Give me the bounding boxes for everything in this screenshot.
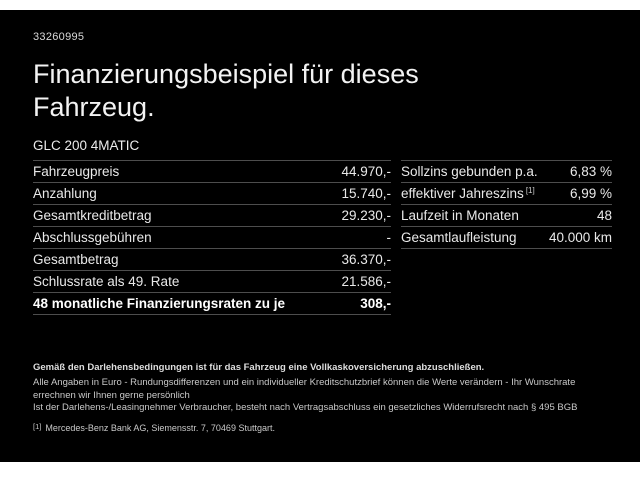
row-value: 40.000 km xyxy=(548,230,612,245)
row-value: 44.970,- xyxy=(341,164,391,179)
table-row xyxy=(401,227,612,249)
row-label-text: effektiver Jahreszins xyxy=(401,186,524,201)
row-label: Gesamtbetrag xyxy=(33,252,119,267)
footnote-text: Mercedes-Benz Bank AG, Siemensstr. 7, 70469 Stuttgart. xyxy=(45,422,275,433)
page-title-line1: Finanzierungsbeispiel für dieses xyxy=(33,59,419,89)
row-label: Laufzeit in Monaten xyxy=(401,208,519,223)
row-value: 15.740,- xyxy=(341,186,391,201)
table-row xyxy=(33,227,391,249)
listing-id: 33260995 xyxy=(33,31,85,43)
disclaimer-line2: Alle Angaben in Euro - Rundungsdifferenzen und ein individueller Kreditschutzbrief können die Werte verändern - Ihr Wunschrate errechnen wir Ihnen gerne persönlich xyxy=(33,377,576,401)
slide-content xyxy=(33,10,612,315)
row-label: 48 monatliche Finanzierungsraten zu je xyxy=(33,296,286,311)
row-value: - xyxy=(386,230,391,245)
table-row xyxy=(33,183,391,205)
row-label: Fahrzeugpreis xyxy=(33,164,120,179)
table-row-monthly-rate xyxy=(33,293,391,315)
finance-table xyxy=(33,160,391,315)
table-row xyxy=(33,161,391,183)
row-label xyxy=(401,186,535,201)
row-value: 29.230,- xyxy=(341,208,391,223)
financing-slide xyxy=(0,10,640,462)
table-row xyxy=(401,161,612,183)
row-label: Abschlussgebühren xyxy=(33,230,152,245)
row-value: 6,83 % xyxy=(569,164,612,179)
page-title xyxy=(33,58,612,124)
disclaimer xyxy=(33,362,612,433)
row-label: Gesamtlaufleistung xyxy=(401,230,517,245)
disclaimer-insurance-note: Gemäß den Darlehensbedingungen ist für das Fahrzeug eine Vollkaskoversicherung abzuschließen. xyxy=(33,362,485,373)
row-value: 36.370,- xyxy=(341,252,391,267)
disclaimer-paragraph xyxy=(33,377,612,415)
table-row xyxy=(401,205,612,227)
footnote-marker: [1] xyxy=(525,185,535,195)
row-label: Gesamtkreditbetrag xyxy=(33,208,152,223)
page-title-line2: Fahrzeug. xyxy=(33,92,155,122)
table-row xyxy=(33,205,391,227)
footnote-marker: [1] xyxy=(33,421,42,431)
row-label: Schlussrate als 49. Rate xyxy=(33,274,180,289)
disclaimer-line3: Ist der Darlehens-/Leasingnehmer Verbraucher, besteht nach Vertragsabschluss ein gesetzliches Widerrufsrecht nach § 495 BGB xyxy=(33,402,578,413)
row-value: 21.586,- xyxy=(341,274,391,289)
row-label: Sollzins gebunden p.a. xyxy=(401,164,538,179)
row-value: 308,- xyxy=(360,296,391,311)
table-row xyxy=(33,271,391,293)
vehicle-model: GLC 200 4MATIC xyxy=(33,138,140,153)
conditions-table xyxy=(401,160,612,249)
table-row xyxy=(401,183,612,205)
table-row xyxy=(33,249,391,271)
row-label: Anzahlung xyxy=(33,186,97,201)
bank-footnote xyxy=(33,422,612,433)
row-value: 6,99 % xyxy=(569,186,612,201)
row-value: 48 xyxy=(596,208,612,223)
finance-tables xyxy=(33,160,612,315)
